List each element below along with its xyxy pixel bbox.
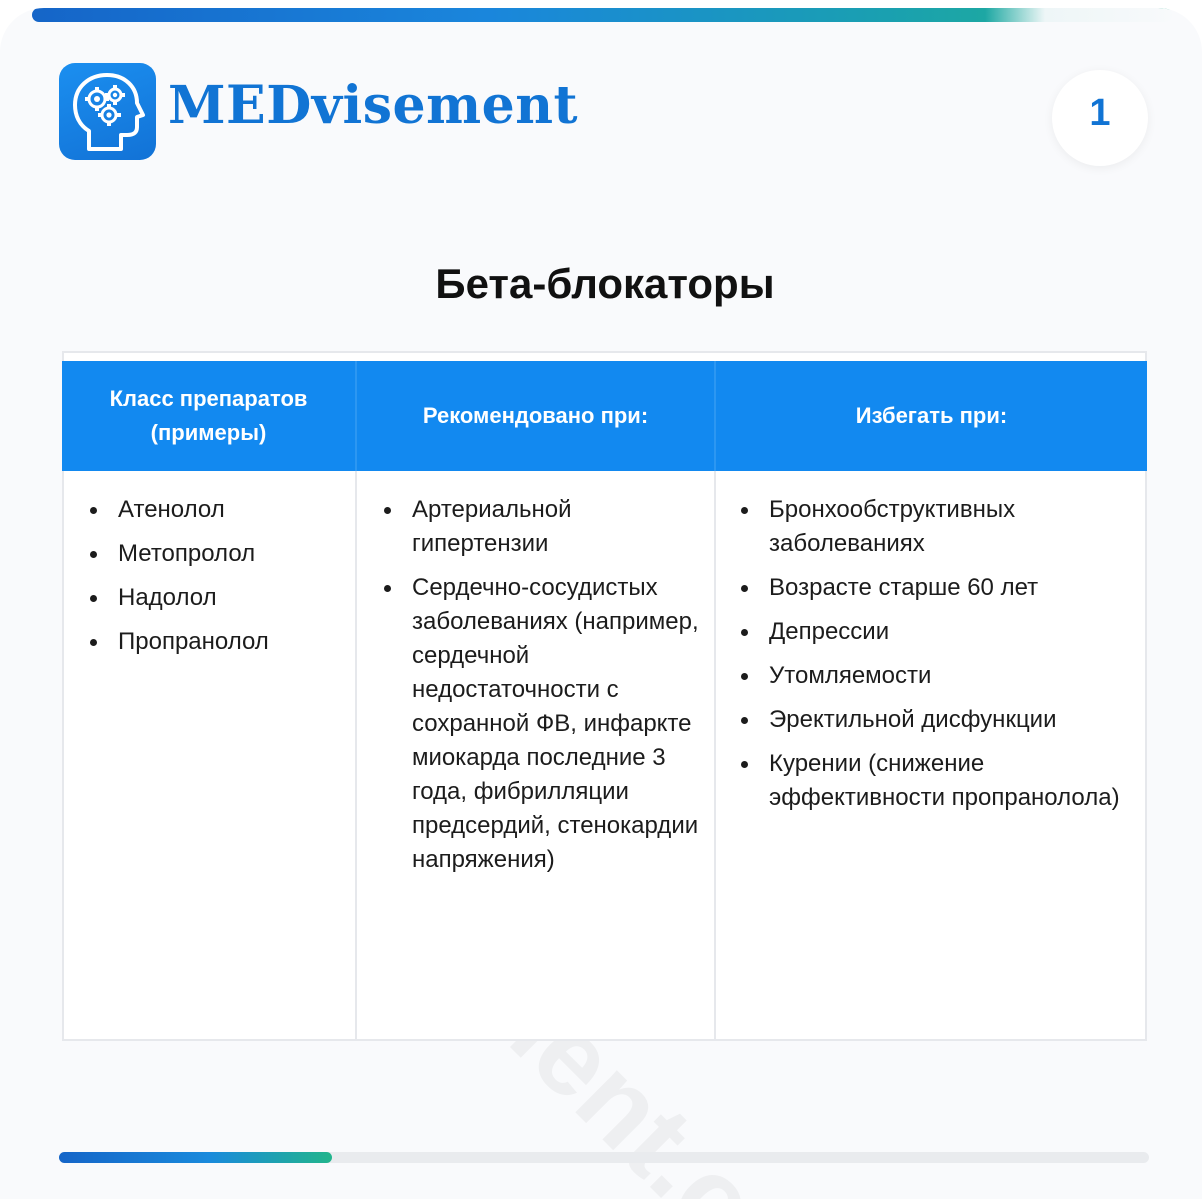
page-number: 1 [1089, 92, 1111, 134]
header-avoid: Избегать при: [714, 361, 1147, 471]
comparison-table [62, 351, 1147, 1041]
list-item: Надолол [118, 581, 355, 615]
list-item: Депрессии [769, 615, 1137, 649]
cell-drug-class [62, 493, 355, 887]
header-drug-class: Класс препаратов (примеры) [109, 386, 308, 445]
list-item: Метопролол [118, 537, 355, 571]
slide-progress-bar [59, 1152, 1149, 1163]
list-item: Пропранолол [118, 625, 355, 659]
list-item: Возрасте старше 60 лет [769, 571, 1137, 605]
list-item: Артериальной гипертензии [412, 493, 704, 561]
header-recommended: Рекомендовано при: [355, 361, 714, 471]
list-item: Бронхообструктивных заболеваниях [769, 493, 1137, 561]
brand-name: MEDvisement [168, 75, 579, 136]
list-item: Курении (снижение эффективности пропранолола) [769, 747, 1137, 815]
page-title: Бета-блокаторы [435, 260, 775, 307]
head-with-gears-icon [59, 63, 156, 160]
list-item: Утомляемости [769, 659, 1137, 693]
table-body [62, 493, 1147, 887]
list-item: Атенолол [118, 493, 355, 527]
cell-recommended [355, 493, 714, 887]
list-item: Сердечно-сосудистых заболеваниях (например, сердечной недостаточности с сохранной ФВ, инфаркте миокарда последние 3 года, фибрилляции предсердий, стенокардии напряжения) [412, 571, 704, 877]
list-item: Эректильной дисфункции [769, 703, 1137, 737]
cell-avoid [714, 493, 1147, 887]
card [0, 8, 1202, 1199]
table-header [62, 361, 1147, 471]
slide-progress-fill [59, 1152, 332, 1163]
